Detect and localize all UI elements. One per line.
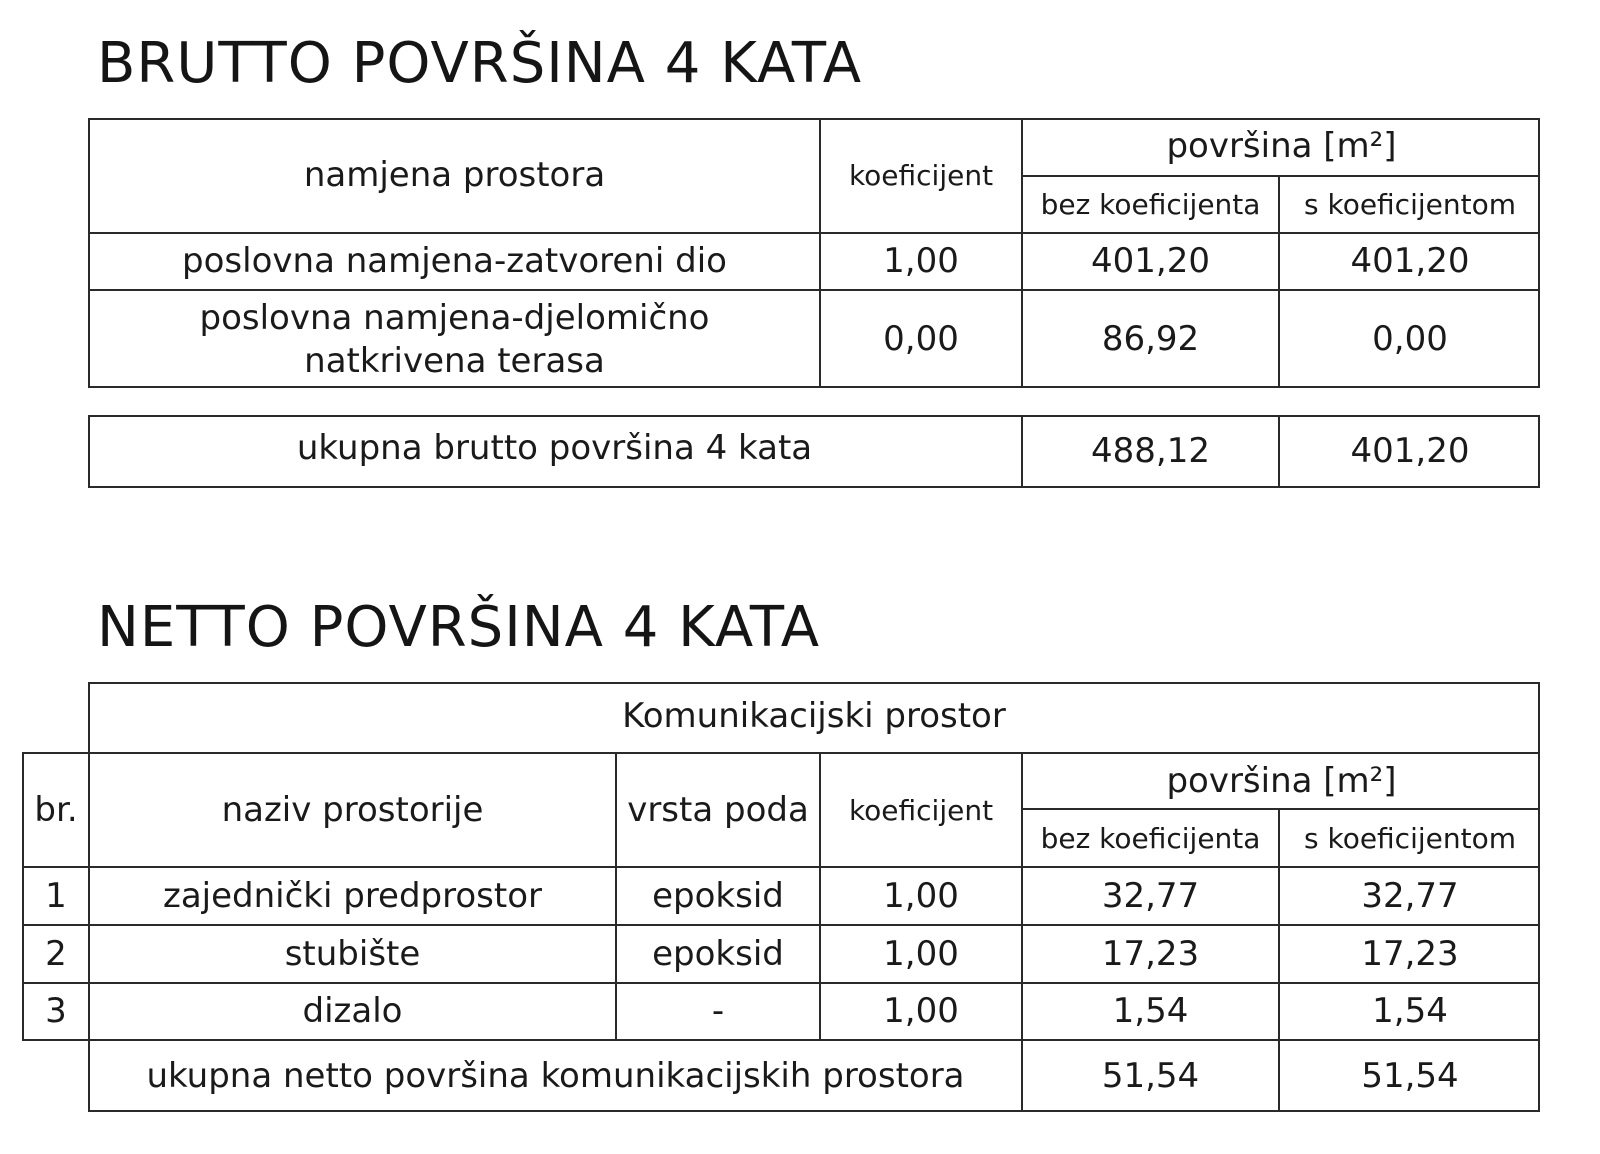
row-name-line2: natkrivena terasa <box>304 340 605 381</box>
total-s-koeficijentom: 401,20 <box>1350 431 1470 472</box>
row-koeficijent: 1,00 <box>883 241 959 282</box>
header-vrsta-poda: vrsta poda <box>627 789 809 830</box>
total-s-koeficijentom: 51,54 <box>1361 1056 1459 1097</box>
row-s-koeficijentom: 32,77 <box>1361 875 1459 916</box>
row-s-koeficijentom: 17,23 <box>1361 933 1459 974</box>
row-s-koeficijentom: 0,00 <box>1372 319 1448 360</box>
row-s-koeficijentom: 401,20 <box>1350 241 1470 282</box>
header-koeficijent: koeficijent <box>848 793 994 827</box>
row-naziv: zajednički predprostor <box>162 875 542 916</box>
row-bez-koeficijenta: 32,77 <box>1101 875 1200 916</box>
row-koeficijent: 1,00 <box>883 991 959 1032</box>
row-br: 3 <box>45 991 67 1032</box>
row-koeficijent: 0,00 <box>883 319 959 360</box>
header-bez-koeficijenta: bez koeficijenta <box>1040 821 1261 855</box>
total-bez-koeficijenta: 488,12 <box>1091 431 1210 472</box>
row-s-koeficijentom: 1,54 <box>1372 991 1448 1032</box>
row-name <box>88 291 821 388</box>
row-bez-koeficijenta: 401,20 <box>1091 241 1210 282</box>
header-s-koeficijentom: s koeficijentom <box>1303 188 1516 221</box>
netto-title: NETTO POVRŠINA 4 KATA <box>97 595 821 660</box>
total-label: ukupna netto površina komunikacijskih prostora <box>146 1056 965 1097</box>
header-bez-koeficijenta: bez koeficijenta <box>1040 188 1261 221</box>
section-komunikacijski-prostor: Komunikacijski prostor <box>622 695 1006 736</box>
row-naziv: dizalo <box>302 991 403 1032</box>
header-koeficijent: koeficijent <box>848 159 994 192</box>
total-label: ukupna brutto površina 4 kata <box>296 427 813 468</box>
header-br: br. <box>34 789 78 830</box>
row-br: 2 <box>45 933 67 974</box>
total-bez-koeficijenta: 51,54 <box>1101 1056 1200 1097</box>
header-naziv-prostorije: naziv prostorije <box>221 789 484 830</box>
row-koeficijent: 1,00 <box>883 933 959 974</box>
row-bez-koeficijenta: 1,54 <box>1112 991 1189 1032</box>
header-povrsina: površina [m²] <box>1166 126 1397 167</box>
brutto-title: BRUTTO POVRŠINA 4 KATA <box>97 31 863 96</box>
row-vrsta-poda: epoksid <box>652 875 784 916</box>
row-naziv: stubište <box>284 933 421 974</box>
row-koeficijent: 1,00 <box>883 875 959 916</box>
row-vrsta-poda: epoksid <box>652 933 784 974</box>
row-vrsta-poda: - <box>711 991 725 1032</box>
row-name-line1: poslovna namjena-djelomično <box>199 298 710 338</box>
row-bez-koeficijenta: 17,23 <box>1101 933 1200 974</box>
header-namjena-prostora: namjena prostora <box>303 155 606 196</box>
header-s-koeficijentom: s koeficijentom <box>1303 821 1516 855</box>
row-name: poslovna namjena-zatvoreni dio <box>182 241 727 282</box>
row-bez-koeficijenta: 86,92 <box>1101 319 1200 360</box>
header-povrsina: površina [m²] <box>1166 760 1397 801</box>
row-br: 1 <box>45 875 67 916</box>
